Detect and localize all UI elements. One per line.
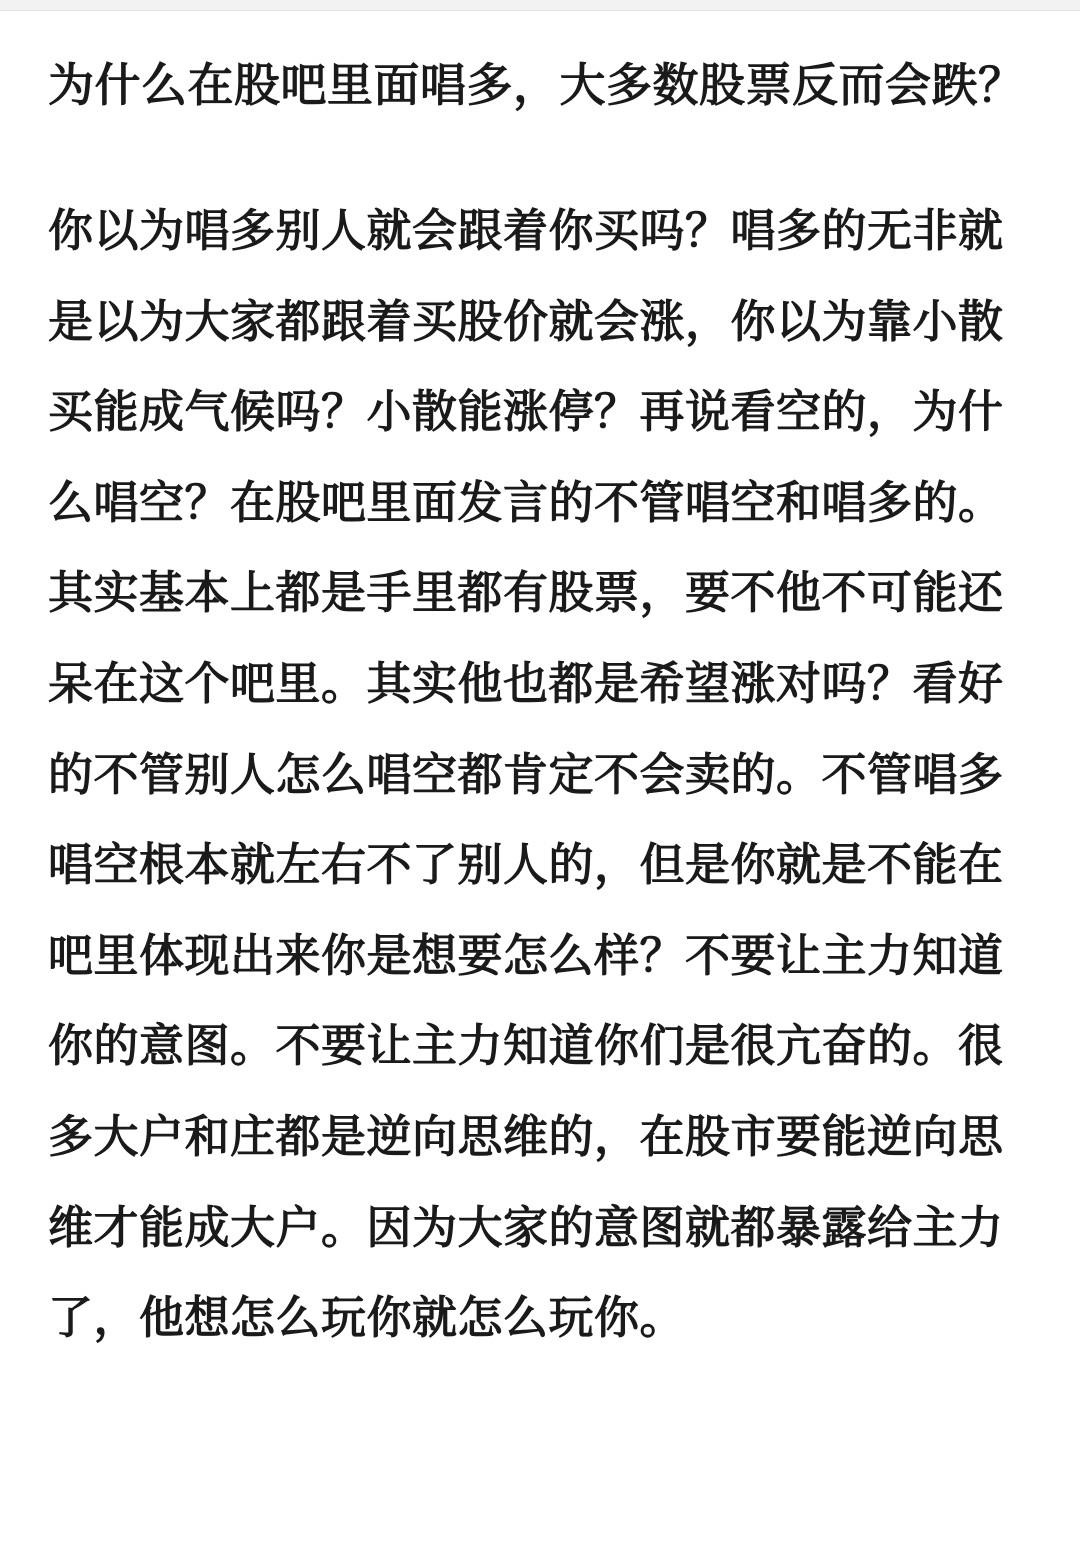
question-title: 为什么在股吧里面唱多，大多数股票反而会跌？ — [48, 58, 1025, 112]
answer-text: 你以为唱多别人就会跟着你买吗？唱多的无非就是以为大家都跟着买股价就会涨，你以为靠小散买能成气候吗？小散能涨停？再说看空的，为什么唱空？在股吧里面发言的不管唱空和唱多的。其实基本上都是手里都有股票，要不他不可能还呆在这个吧里。其实他也都是希望涨对吗？看好的不管别人怎么唱空都肯定不会卖的。不管唱多唱空根本就左右不了别人的，但是你就是不能在吧里体现出来你是想要怎么样？不要让主力知道你的意图。不要让主力知道你们是很亢奋的。很多大户和庄都是逆向思维的，在股市要能逆向思维才能成大户。因为大家的意图就都暴露给主力了，他想怎么玩你就怎么玩你。 — [48, 204, 1004, 1345]
top-edge — [0, 0, 1080, 11]
post-content — [48, 40, 1038, 1364]
